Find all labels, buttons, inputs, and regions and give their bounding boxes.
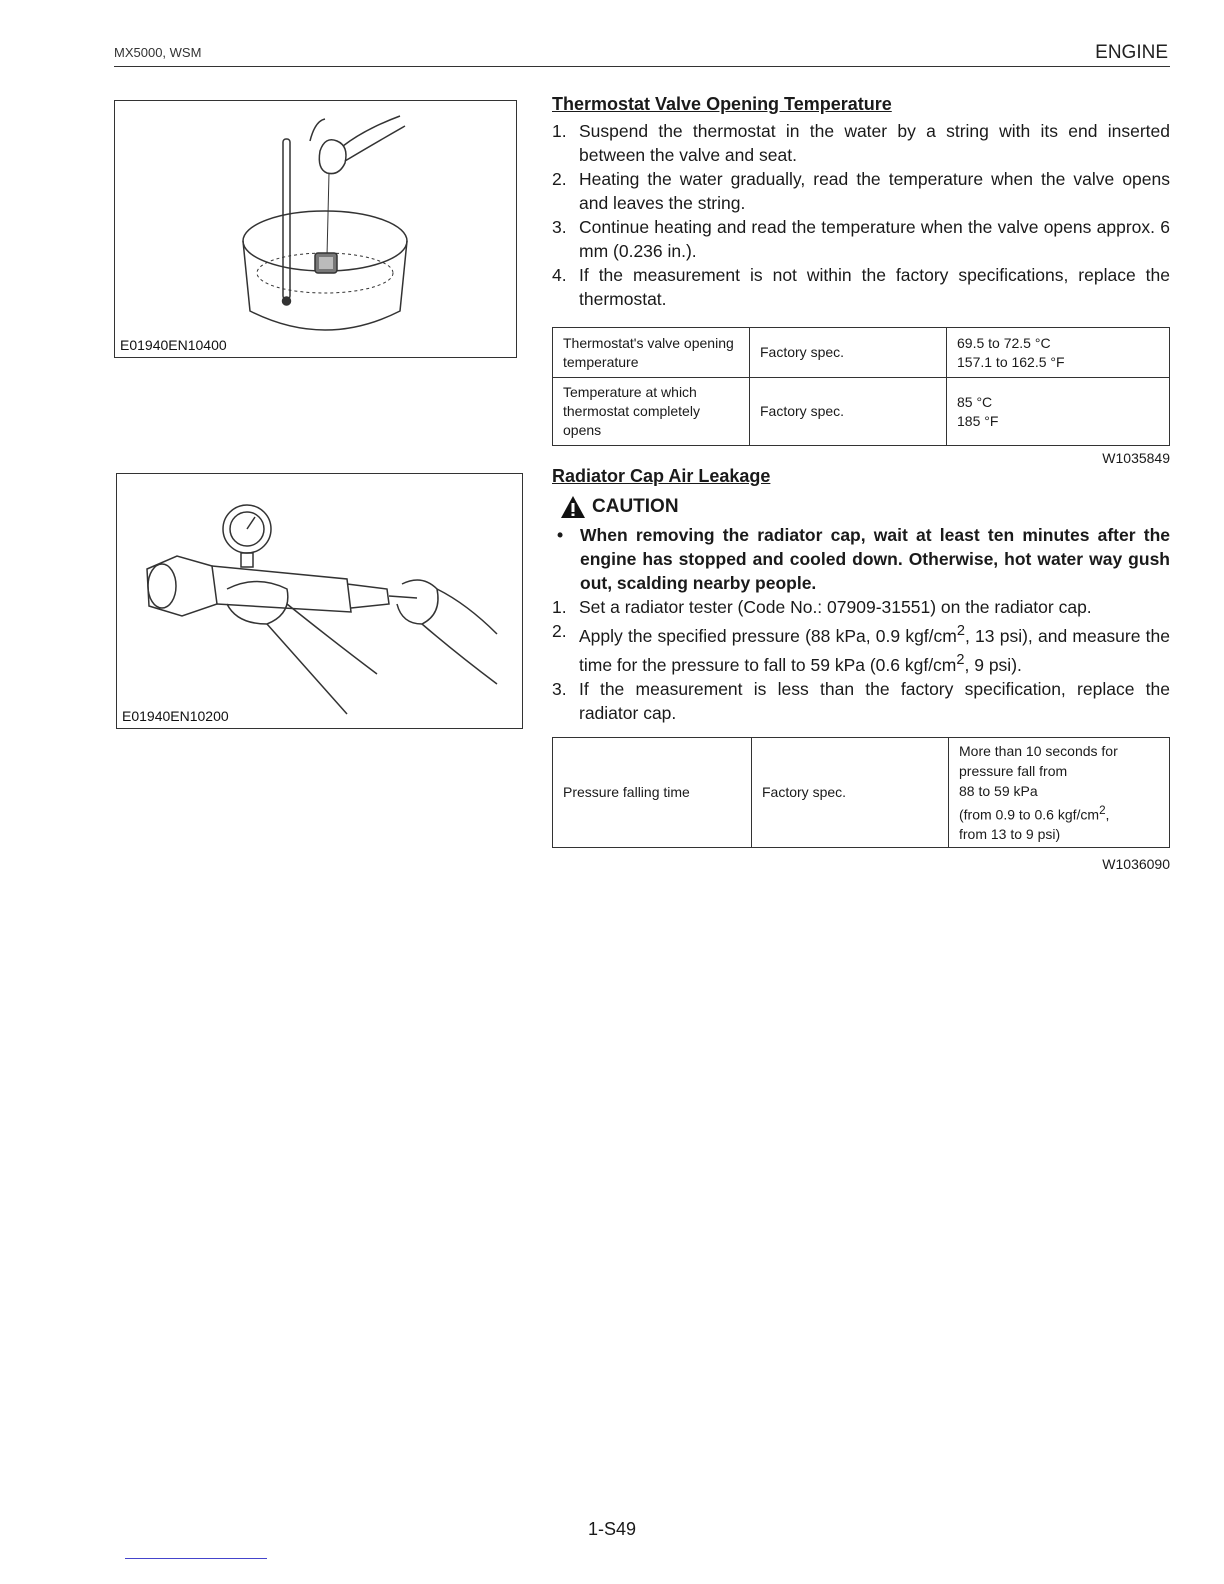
list-item: 4. If the measurement is not within the factory specifications, replace the thermostat. [552, 265, 1170, 309]
figure-label: E01940EN10400 [120, 337, 227, 353]
pressure-gauge-icon [223, 505, 271, 567]
header-rule [114, 66, 1170, 67]
list-item: 3. Continue heating and read the temperature when the valve opens approx. 6 mm (0.236 in.). [552, 217, 1170, 261]
thermostat-steps [552, 119, 1170, 311]
section-title: Radiator Cap Air Leakage [552, 466, 771, 486]
figure-label: E01940EN10200 [122, 708, 229, 724]
radiator-section [552, 466, 1170, 872]
reference-code: W1036090 [1102, 856, 1170, 873]
page-number: 1-S49 [587, 1519, 637, 1539]
thermostat-test-illustration [115, 101, 516, 357]
list-item: 1. Set a radiator tester (Code No.: 07909-31551) on the radiator cap. [552, 597, 1092, 617]
radiator-tester-icon [212, 566, 417, 612]
list-item: 3. If the measurement is less than the factory specification, replace the radiator cap. [552, 678, 1170, 723]
footer-line [125, 1558, 267, 1559]
header-right: ENGINE [1095, 42, 1168, 63]
radiator-tester-figure [116, 473, 523, 729]
warning-triangle-icon [560, 495, 586, 519]
list-item: 1. Suspend the thermostat in the water by a string with its end inserted between the valve and seat. [552, 121, 1170, 165]
caution-list [552, 523, 1170, 595]
thermostat-spec-table [552, 327, 1170, 446]
thermometer-icon [283, 139, 291, 305]
caution-text: • When removing the radiator cap, wait at least ten minutes after the engine has stopped and cooled down. Otherwise, hot water way gush out, scalding nearby people. [552, 523, 1170, 595]
list-item: 2. Heating the water gradually, read the temperature when the valve opens and leaves the string. [552, 169, 1170, 213]
table-row: Pressure falling time Factory spec. More than 10 seconds for pressure fall from 88 to 59 kPa (from 0.9 to 0.6 kgf/$cm^2$, from 13 to 9 psi) [553, 737, 1170, 848]
reference-code: W1035849 [1102, 450, 1170, 466]
list-item: 2. Apply the specified pressure (88 kPa, 0.9 kgf/$cm^2$, 13 psi), and measure the time for the pressure to fall to 59 kPa (0.6 kgf/$cm^2$, 9 psi). [552, 621, 1171, 675]
section-title: Thermostat Valve Opening Temperature [552, 94, 892, 114]
table-row: Thermostat's valve opening temperature Factory spec. 69.5 to 72.5 °C 157.1 to 162.5 °F [553, 328, 1170, 378]
thermostat-test-figure [114, 100, 517, 358]
thermostat-section [552, 94, 1170, 466]
caution-heading: CAUTION [560, 495, 1170, 519]
table-row: Temperature at which thermostat completely opens Factory spec. 85 °C 185 °F [553, 378, 1170, 446]
thermostat-icon [315, 253, 337, 273]
radiator-tester-illustration [117, 474, 522, 728]
radiator-steps [552, 595, 1170, 725]
radiator-spec-table [552, 737, 1170, 849]
header-left: MX5000, WSM [114, 45, 202, 60]
